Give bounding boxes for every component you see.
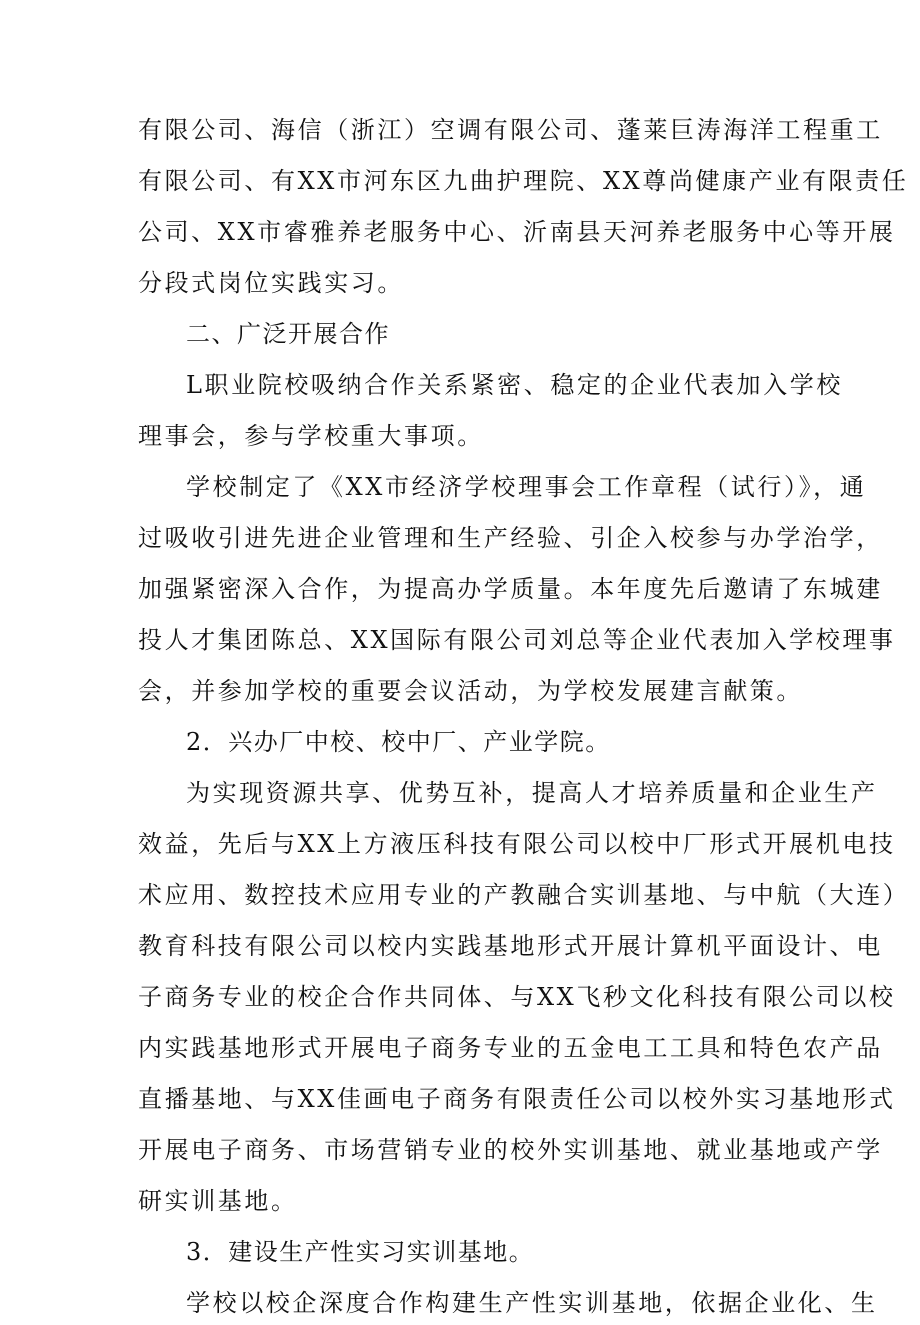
- subsection-heading: 3．建设生产性实习实训基地。: [186, 1238, 535, 1266]
- paragraph-start-line: L职业院校吸纳合作关系紧密、稳定的企业代表加入学校: [186, 371, 843, 399]
- text-line: 有限公司、有XX市河东区九曲护理院、XX尊尚健康产业有限责任: [138, 167, 909, 195]
- text-line: 投人才集团陈总、XX国际有限公司刘总等企业代表加入学校理事: [138, 626, 896, 654]
- text-line: 加强紧密深入合作，为提高办学质量。本年度先后邀请了东城建: [138, 575, 883, 603]
- paragraph-start-line: 学校以校企深度合作构建生产性实训基地，依据企业化、生: [186, 1289, 878, 1317]
- text-line: 理事会，参与学校重大事项。: [138, 422, 484, 450]
- subsection-heading: 2．兴办厂中校、校中厂、产业学院。: [186, 728, 611, 756]
- text-line: 术应用、数控技术应用专业的产教融合实训基地、与中航（大连）: [138, 881, 910, 909]
- paragraph-start-line: 学校制定了《XX市经济学校理事会工作章程（试行）》，通: [186, 473, 867, 501]
- text-line: 分段式岗位实践实习。: [138, 269, 404, 297]
- text-line: 直播基地、与XX佳画电子商务有限责任公司以校外实习基地形式: [138, 1085, 896, 1113]
- section-heading: 二、广泛开展合作: [186, 320, 390, 348]
- text-line: 开展电子商务、市场营销专业的校外实训基地、就业基地或产学: [138, 1136, 883, 1164]
- paragraph-start-line: 为实现资源共享、优势互补，提高人才培养质量和企业生产: [186, 779, 878, 807]
- text-line: 子商务专业的校企合作共同体、与XX飞秒文化科技有限公司以校: [138, 983, 896, 1011]
- text-line: 有限公司、海信（浙江）空调有限公司、蓬莱巨涛海洋工程重工: [138, 116, 883, 144]
- text-line: 研实训基地。: [138, 1187, 298, 1215]
- text-line: 过吸收引进先进企业管理和生产经验、引企入校参与办学治学，: [138, 524, 883, 552]
- text-line: 公司、XX市睿雅养老服务中心、沂南县天河养老服务中心等开展: [138, 218, 896, 246]
- text-line: 内实践基地形式开展电子商务专业的五金电工工具和特色农产品: [138, 1034, 883, 1062]
- text-line: 教育科技有限公司以校内实践基地形式开展计算机平面设计、电: [138, 932, 883, 960]
- text-line: 效益，先后与XX上方液压科技有限公司以校中厂形式开展机电技: [138, 830, 896, 858]
- text-line: 会，并参加学校的重要会议活动，为学校发展建言献策。: [138, 677, 803, 705]
